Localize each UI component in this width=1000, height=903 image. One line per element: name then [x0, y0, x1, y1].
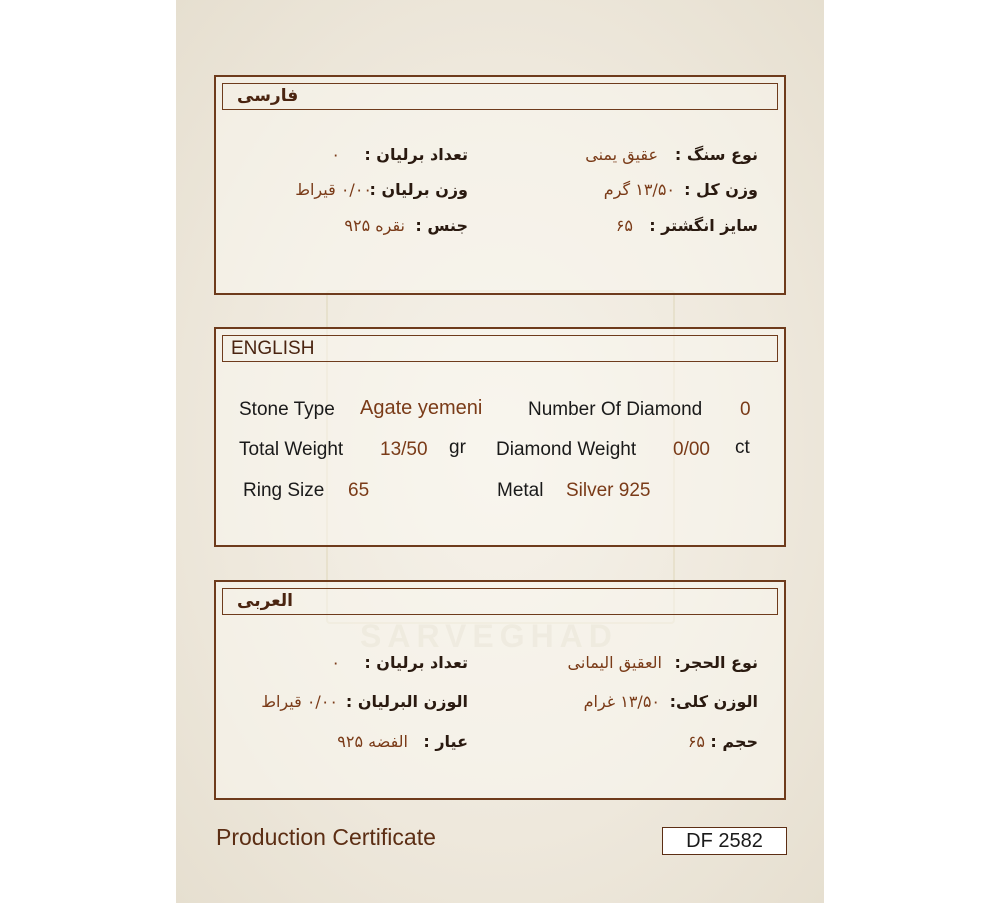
- ar-diamond-weight-value: ۰/۰۰ قیراط: [261, 692, 338, 711]
- ar-size-label: حجم :: [710, 732, 758, 751]
- ar-diamond-count-label: تعداد برلیان :: [364, 653, 468, 672]
- ar-diamond-count-value: ۰: [331, 653, 340, 672]
- en-diamond-weight-value: 0/00: [673, 439, 710, 460]
- en-diamond-count-label: Number Of Diamond: [528, 399, 703, 420]
- arabic-heading: العربی: [237, 591, 293, 611]
- en-weight-value: 13/50: [380, 439, 428, 460]
- en-diamond-weight-unit: ct: [735, 437, 750, 458]
- ar-stone-value: العقیق الیمانی: [567, 653, 662, 672]
- en-metal-label: Metal: [497, 480, 544, 501]
- fa-size-label: سایز انگشتر :: [649, 216, 758, 235]
- en-stone-value: Agate yemeni: [360, 397, 483, 419]
- fa-metal-value: نقره ۹۲۵: [344, 216, 405, 235]
- fa-size-value: ۶۵: [615, 216, 633, 235]
- ar-metal-label: عیار :: [423, 732, 468, 751]
- english-heading: ENGLISH: [231, 338, 315, 359]
- en-diamond-count-value: 0: [740, 399, 751, 420]
- ar-metal-value: الفضه ۹۲۵: [337, 732, 408, 751]
- arabic-panel: [214, 580, 786, 800]
- arabic-panel-header: [222, 588, 778, 615]
- fa-diamond-weight-value: ۰/۰۰ قیراط: [295, 180, 372, 199]
- ar-stone-label: نوع الحجر:: [674, 653, 758, 672]
- fa-diamond-count-value: ۰: [331, 145, 340, 164]
- fa-metal-label: جنس :: [415, 216, 468, 235]
- en-size-label: Ring Size: [243, 480, 325, 501]
- fa-weight-value: ۱۳/۵۰ گرم: [603, 180, 675, 199]
- fa-diamond-count-label: تعداد برلیان :: [364, 145, 468, 164]
- en-size-value: 65: [348, 480, 370, 501]
- persian-heading: فارسی: [237, 86, 299, 106]
- fa-stone-value: عقیق یمنی: [585, 145, 658, 164]
- en-weight-label: Total Weight: [239, 439, 344, 460]
- en-weight-unit: gr: [449, 437, 466, 458]
- fa-stone-label: نوع سنگ :: [674, 145, 758, 164]
- certificate-code: DF 2582: [662, 827, 787, 855]
- ar-diamond-weight-label: الوزن البرلیان :: [345, 692, 468, 711]
- fa-diamond-weight-label: وزن برلیان :: [369, 180, 468, 199]
- ar-size-value: ۶۵: [687, 732, 705, 751]
- persian-panel-header: [222, 83, 778, 110]
- ar-weight-value: ۱۳/۵۰ غرام: [583, 692, 660, 711]
- english-panel-header: [222, 335, 778, 362]
- en-stone-label: Stone Type: [239, 399, 335, 420]
- english-panel: [214, 327, 786, 547]
- ar-weight-label: الوزن کلی:: [669, 692, 758, 711]
- certificate-title: Production Certificate: [216, 824, 436, 850]
- fa-weight-label: وزن کل :: [684, 180, 758, 199]
- en-diamond-weight-label: Diamond Weight: [496, 439, 637, 460]
- en-metal-value: Silver 925: [566, 480, 651, 501]
